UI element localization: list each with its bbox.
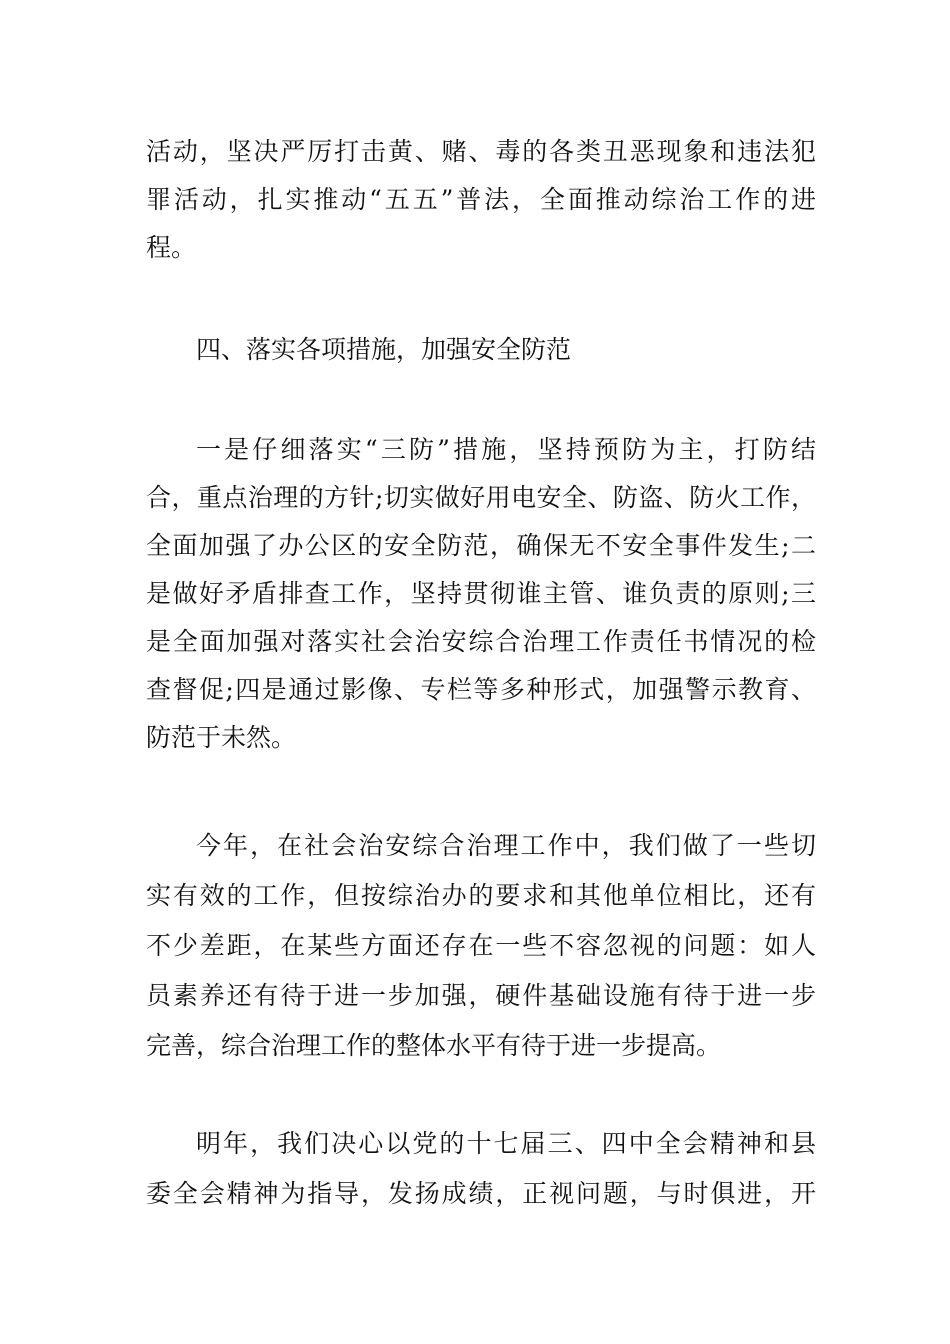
paragraph-line: 明年，我们决心以党的十七届三、四中全会精神和县	[196, 1129, 816, 1158]
paragraph-line: 完善，综合治理工作的整体水平有待于进一步提高。	[146, 1031, 722, 1060]
paragraph-line: 是全面加强对落实社会治安综合治理工作责任书情况的检	[146, 627, 816, 656]
paragraph-line: 活动，坚决严厉打击黄、赌、毒的各类丑恶现象和违法犯	[146, 137, 816, 166]
paragraph-line: 今年，在社会治安综合治理工作中，我们做了一些切	[196, 831, 816, 860]
paragraph-line: 程。	[146, 233, 197, 262]
paragraph-line: 全面加强了办公区的安全防范，确保无不安全事件发生;二	[146, 531, 816, 560]
paragraph-line: 防范于未然。	[146, 723, 297, 752]
paragraph-line: 委全会精神为指导，发扬成绩，正视问题，与时俱进，开	[146, 1179, 816, 1208]
paragraph-line: 合，重点治理的方针;切实做好用电安全、防盗、防火工作，	[146, 483, 816, 512]
paragraph-line: 查督促;四是通过影像、专栏等多种形式，加强警示教育、	[146, 675, 816, 704]
paragraph-line: 不少差距，在某些方面还存在一些不容忽视的问题：如人	[146, 931, 816, 960]
paragraph-line: 一是仔细落实“三防”措施，坚持预防为主，打防结	[196, 435, 816, 464]
paragraph-line: 是做好矛盾排查工作，坚持贯彻谁主管、谁负责的原则;三	[146, 579, 816, 608]
paragraph-line: 实有效的工作，但按综治办的要求和其他单位相比，还有	[146, 881, 816, 910]
section-heading: 四、落实各项措施，加强安全防范	[196, 335, 572, 364]
paragraph-line: 员素养还有待于进一步加强，硬件基础设施有待于进一步	[146, 981, 816, 1010]
paragraph-line: 罪活动，扎实推动“五五”普法，全面推动综治工作的进	[146, 185, 816, 214]
